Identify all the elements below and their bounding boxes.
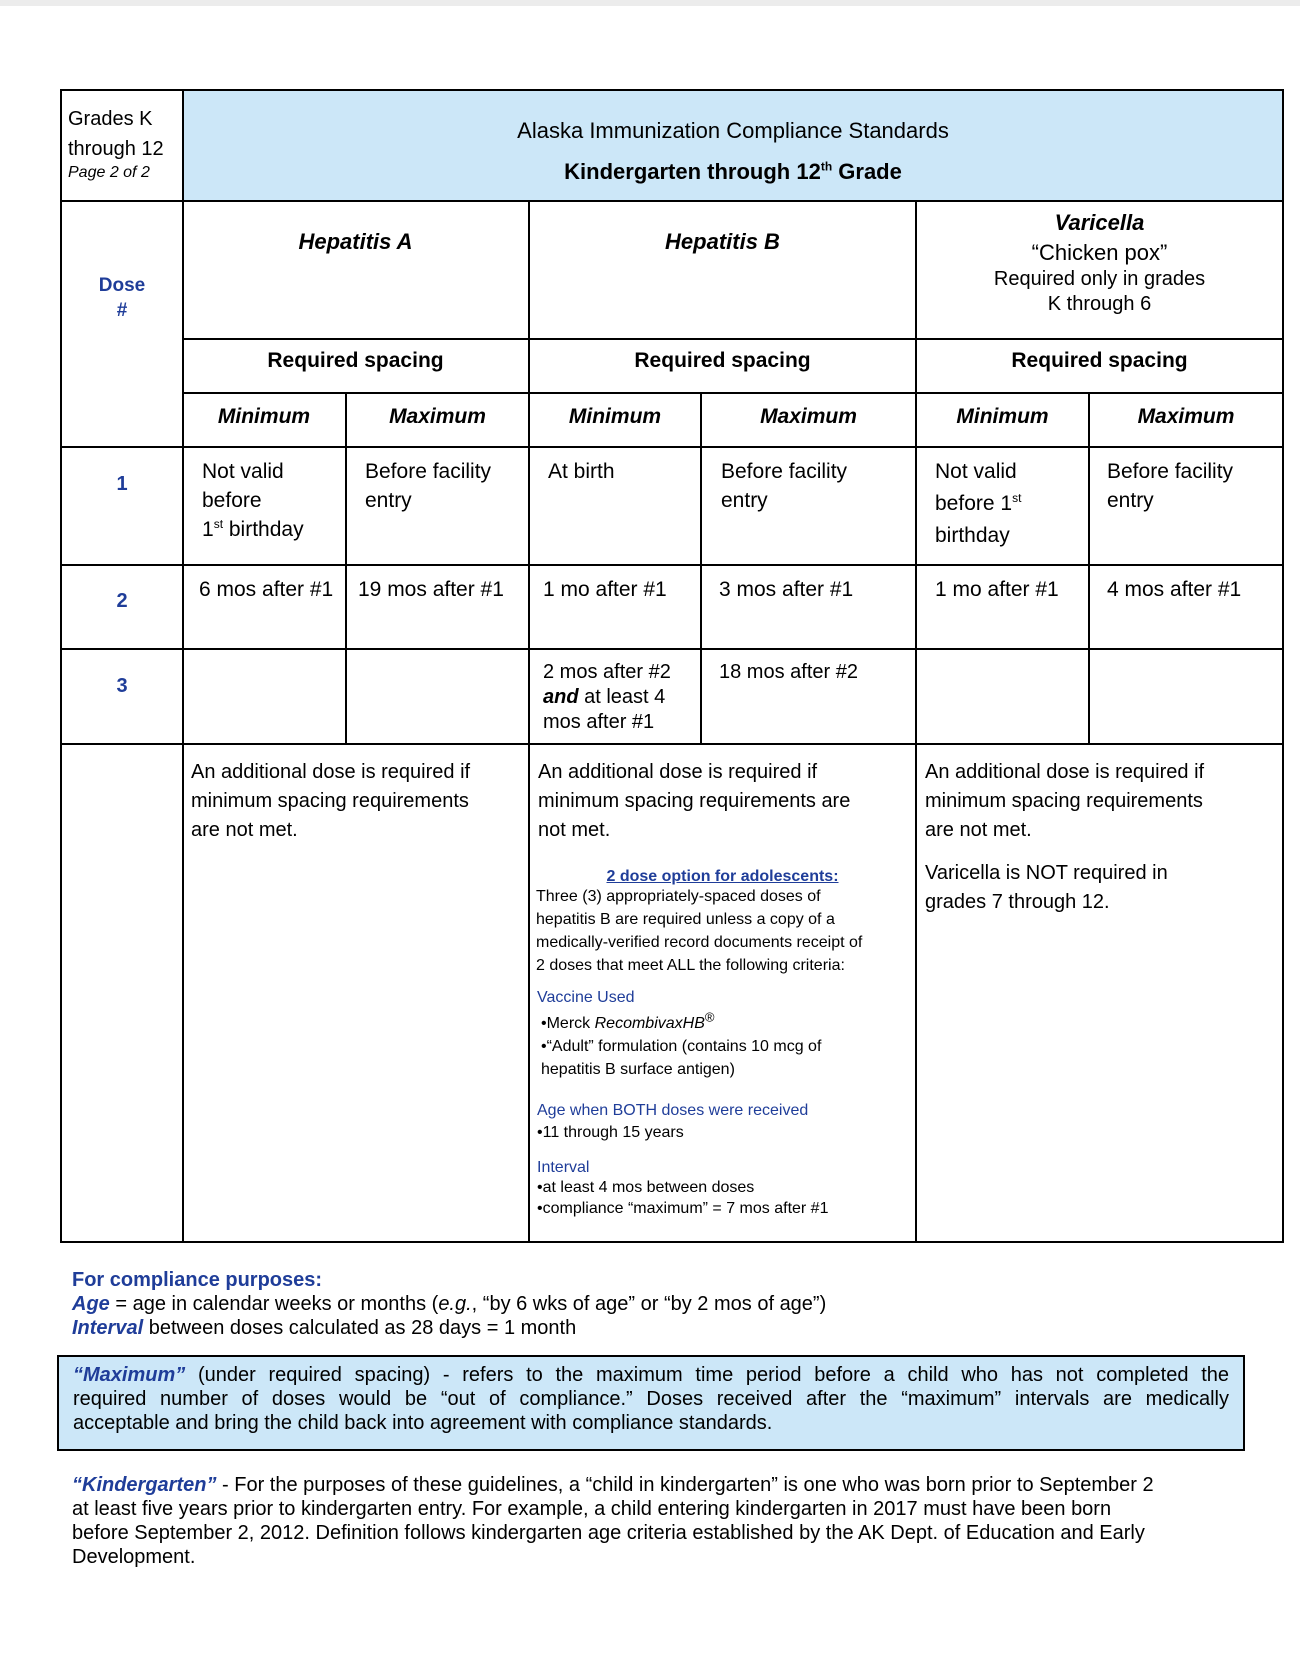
row1-hepb-max-line1: Before facility [721, 460, 848, 483]
varicella-not-required-note [925, 859, 1277, 917]
title-sub-sup: th [820, 159, 833, 174]
hepa-note-line3: are not met. [191, 819, 298, 841]
row2-var-max: 4 mos after #1 [1107, 578, 1242, 601]
maximum-definition-box [57, 1355, 1245, 1451]
row1-hepb-max [721, 457, 911, 515]
row2-hepa-min: 6 mos after #1 [199, 578, 334, 601]
vaccine-brand: RecombivaxHB [594, 1015, 705, 1032]
kindergarten-line2: at least five years prior to kindergarten entry. For example, a child entering kindergarten in 2017 must have been born [72, 1498, 1112, 1520]
varicella-name: Varicella [1054, 210, 1145, 235]
interval-item-1: •at least 4 mos between doses [537, 1179, 755, 1196]
hepa-minimum-header: Minimum [217, 405, 311, 428]
adolescent-body-line4: 2 doses that meet ALL the following criteria: [536, 957, 845, 974]
vaccine-used-list [541, 1009, 911, 1081]
dose-number-2: 2 [116, 590, 128, 612]
hepb-maximum-header: Maximum [760, 405, 857, 428]
row1-var-max-line2: entry [1107, 489, 1154, 512]
var-maximum-header: Maximum [1137, 405, 1235, 428]
title-sub [183, 158, 1283, 186]
row2-hepb-max: 3 mos after #1 [719, 578, 854, 601]
row1-hepa-min-ord: 1 [202, 518, 214, 541]
hepa-note-line2: minimum spacing requirements [191, 790, 469, 812]
interval-item-2: •compliance “maximum” = 7 mos after #1 [537, 1200, 829, 1217]
row1-hepa-max-line2: entry [365, 489, 412, 512]
dose-number-3: 3 [116, 675, 128, 697]
vaccine-item-antigen: hepatitis B surface antigen) [541, 1061, 735, 1078]
maximum-line1 [73, 1363, 1229, 1387]
title-sub-post: Grade [832, 159, 902, 184]
age-list [537, 1121, 907, 1144]
row1-hepa-min-sup: st [213, 517, 224, 531]
grades-label [68, 106, 178, 183]
kindergarten-line1-text: - For the purposes of these guidelines, a “child in kindergarten” is one who was born prior to September 2 [216, 1474, 1154, 1496]
kindergarten-line1 [72, 1473, 1282, 1497]
row1-var-min-line2 [935, 489, 1085, 518]
var-note-line3: are not met. [925, 819, 1032, 841]
varicella-note-line2: K through 6 [1047, 293, 1152, 315]
grades-line2: through 12 [68, 138, 164, 160]
row1-var-min-line1: Not valid [935, 460, 1017, 483]
vaccine-hepatitis-b: Hepatitis B [665, 229, 780, 254]
vaccine-varicella [917, 208, 1282, 318]
row1-var-min-before: before 1 [935, 492, 1013, 515]
age-label: Age when BOTH doses were received [537, 1102, 809, 1119]
hepa-additional-dose-note [191, 758, 521, 845]
row1-var-max [1107, 457, 1279, 515]
hepb-minimum-header: Minimum [568, 405, 662, 428]
age-definition [72, 1292, 1272, 1316]
row3-hepb-min-line2 [543, 685, 698, 710]
row2-hepa-max: 19 mos after #1 [358, 578, 504, 601]
row1-var-min [935, 457, 1085, 550]
compliance-section [72, 1268, 1272, 1340]
var-extra-line2: grades 7 through 12. [925, 891, 1110, 913]
row3-hepb-min [543, 660, 698, 735]
row1-var-min-line3: birthday [935, 524, 1010, 547]
dose-column-label [62, 273, 182, 323]
adolescent-option-heading[interactable]: 2 dose option for adolescents: [606, 868, 839, 885]
row1-hepa-min [202, 457, 342, 544]
vaccine-item-adult: •“Adult” formulation (contains 10 mcg of [541, 1038, 822, 1055]
var-note-line2: minimum spacing requirements [925, 790, 1203, 812]
adolescent-body-line1: Three (3) appropriately-spaced doses of [536, 888, 821, 905]
var-additional-dose-note [925, 758, 1277, 845]
interval-list [537, 1177, 912, 1219]
row1-hepa-max-line1: Before facility [365, 460, 492, 483]
row3-hepb-max: 18 mos after #2 [719, 661, 858, 683]
row2-hepb-min: 1 mo after #1 [543, 578, 667, 601]
row3-hepb-min-rest: at least 4 [578, 686, 666, 708]
row1-hepa-min-line1: Not valid [202, 460, 284, 483]
hepa-maximum-header: Maximum [389, 405, 486, 428]
row2-var-min: 1 mo after #1 [935, 578, 1059, 601]
var-required-spacing: Required spacing [1011, 349, 1188, 372]
row1-hepb-max-line2: entry [721, 489, 768, 512]
age-def-pre: = age in calendar weeks or months ( [109, 1293, 439, 1315]
maximum-line1-text: (under required spacing) - refers to the maximum time period before a child who has not completed the [185, 1364, 1229, 1386]
hepb-note-line3: not met. [538, 819, 611, 841]
row1-hepa-min-line3 [202, 515, 342, 544]
row3-hepb-min-line3: mos after #1 [543, 711, 655, 733]
varicella-note-line1: Required only in grades [993, 268, 1206, 290]
page-label: Page 2 of 2 [68, 164, 150, 181]
vaccine-hepatitis-a: Hepatitis A [298, 229, 413, 254]
row1-hepa-min-line2: before [202, 489, 262, 512]
compliance-heading: For compliance purposes: [72, 1269, 323, 1291]
grades-line1: Grades K [68, 108, 153, 130]
dose-label: Dose [98, 275, 146, 296]
kindergarten-definition [72, 1473, 1282, 1569]
age-def-post: , “by 6 wks of age” or “by 2 mos of age”) [471, 1293, 827, 1315]
registered-mark: ® [704, 1009, 715, 1025]
adolescent-option-body [536, 885, 912, 977]
interval-definition [72, 1316, 1272, 1340]
vaccine-maker: •Merck [541, 1015, 595, 1032]
maximum-term: “Maximum” [73, 1364, 186, 1386]
hepb-note-line1: An additional dose is required if [538, 761, 818, 783]
viewer-top-bar [0, 0, 1300, 6]
var-extra-line1: Varicella is NOT required in [925, 862, 1168, 884]
dose-number-1: 1 [116, 473, 128, 495]
hepa-note-line1: An additional dose is required if [191, 761, 471, 783]
row3-hepb-min-line1: 2 mos after #2 [543, 661, 671, 683]
row1-hepa-min-word: birthday [223, 518, 304, 541]
dose-hash: # [116, 300, 128, 321]
row1-var-min-sup: st [1012, 491, 1022, 505]
var-note-line1: An additional dose is required if [925, 761, 1205, 783]
kindergarten-line3: before September 2, 2012. Definition follows kindergarten age criteria established by the AK Dept. of Education and Early [72, 1522, 1145, 1544]
age-term: Age [72, 1293, 110, 1315]
title-main: Alaska Immunization Compliance Standards [517, 118, 949, 143]
maximum-line2: required number of doses would be “out of compliance.” Doses received after the “maximum” intervals are medically [73, 1388, 1229, 1410]
interval-label: Interval [537, 1159, 590, 1176]
row1-hepb-min: At birth [548, 460, 615, 483]
maximum-line3: acceptable and bring the child back into agreement with compliance standards. [73, 1412, 773, 1434]
kindergarten-line4: Development. [72, 1546, 196, 1568]
row1-var-max-line1: Before facility [1107, 460, 1234, 483]
row1-hepa-max [365, 457, 530, 515]
vaccine-item-recombivax [541, 1009, 911, 1035]
row3-hepb-min-and: and [543, 686, 579, 708]
hepb-required-spacing: Required spacing [634, 349, 811, 372]
vaccine-used-label: Vaccine Used [537, 989, 635, 1006]
adolescent-body-line2: hepatitis B are required unless a copy of a [536, 911, 835, 928]
hepb-additional-dose-note [538, 758, 910, 845]
age-def-eg: e.g. [438, 1293, 472, 1315]
hepa-required-spacing: Required spacing [267, 349, 444, 372]
adolescent-body-line3: medically-verified record documents receipt of [536, 934, 863, 951]
kindergarten-term: “Kindergarten” [72, 1474, 217, 1496]
var-minimum-header: Minimum [956, 405, 1049, 428]
age-item: •11 through 15 years [537, 1124, 684, 1141]
page-title [183, 117, 1283, 186]
interval-def: between doses calculated as 28 days = 1 month [143, 1317, 577, 1339]
interval-term: Interval [72, 1317, 144, 1339]
hepb-note-line2: minimum spacing requirements are [538, 790, 851, 812]
varicella-alias: “Chicken pox” [1031, 240, 1168, 265]
title-sub-text: Kindergarten through 12 [564, 159, 821, 184]
